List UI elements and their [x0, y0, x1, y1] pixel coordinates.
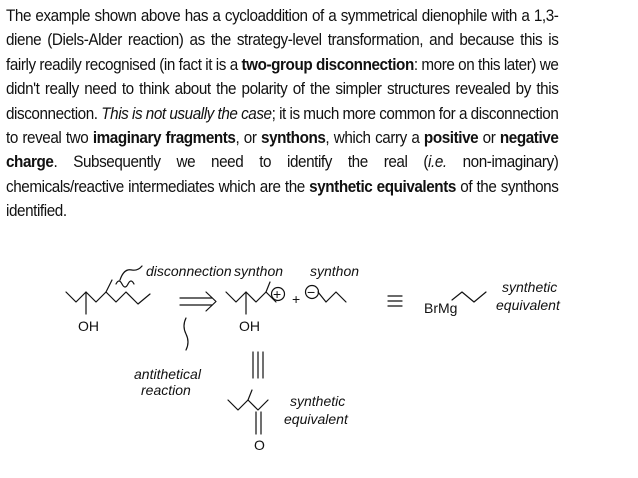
ketone-bonds: [228, 400, 268, 410]
text-segment: , or: [235, 129, 262, 148]
antithetical-label-line2: reaction: [141, 382, 191, 398]
text-segment: . Subsequently we need to identify the real (: [53, 153, 429, 172]
carbonyl-oxygen-label: O: [254, 437, 265, 453]
synthetic-equivalent-bottom-line1: synthetic: [290, 393, 346, 409]
disconnection-label: disconnection: [146, 263, 232, 279]
text-segment: : more on this later) we didn't really need to think about the polarity of the simpler structures revealed by this disconnection.: [6, 55, 559, 123]
plus-sign: +: [292, 291, 301, 307]
term-negative-charge: negative charge: [6, 129, 559, 172]
target-methyl-bond: [106, 280, 112, 292]
synthetic-equivalent-bottom-line2: equivalent: [284, 411, 348, 427]
term-synthons: synthons: [261, 129, 326, 148]
term-synthetic-equivalents: synthetic equivalents: [309, 177, 456, 196]
synthetic-equivalent-right-line2: equivalent: [496, 297, 560, 313]
synthetic-equivalent-right-line1: synthetic: [502, 279, 558, 295]
disconnection-pointer: [120, 266, 142, 280]
target-molecule-bonds: [66, 292, 150, 304]
synthon2-bonds: [318, 292, 346, 302]
term-two-group-disconnection: two-group disconnection: [241, 55, 414, 74]
text-segment: non-imaginary) chemicals/reactive intermediates which are the: [6, 153, 559, 196]
term-positive: positive: [423, 129, 479, 148]
text-segment: ; it is much more common for a disconnection to reveal two: [6, 104, 559, 148]
reagent-label: BrMg: [424, 300, 458, 316]
text-segment: of the synthons identified.: [6, 177, 559, 221]
antithetical-pointer: [184, 318, 188, 350]
ketone-methyl-bond: [248, 390, 252, 400]
synthon1-methyl-bond: [266, 282, 270, 292]
text-segment: , which carry a: [325, 129, 424, 148]
emphasis-ie: i.e.: [428, 153, 447, 172]
emphasis-not-usual: This is not usually the case: [101, 104, 272, 123]
retro-arrow-head: [206, 292, 216, 311]
synthon1-bonds: [226, 292, 276, 302]
negative-charge-symbol: −: [307, 284, 316, 300]
oh-label-target: OH: [78, 318, 99, 334]
synthon-label-2: synthon: [310, 263, 360, 279]
synthon-label-1: synthon: [234, 263, 284, 279]
disconnection-wavy-line: [116, 281, 134, 287]
text-segment: The example shown above has a cycloaddition of a symmetrical dienophile with a 1,3-diene (Diels-Alder reaction) as the strategy-level transformation, and because this is fairly readily recognised (in fact it is a: [6, 7, 559, 74]
text-segment: or: [478, 129, 500, 148]
term-imaginary-fragments: imaginary fragments: [92, 129, 236, 148]
antithetical-label-line1: antithetical: [134, 366, 201, 382]
oh-label-synthon: OH: [239, 318, 260, 334]
positive-charge-symbol: +: [273, 286, 282, 302]
